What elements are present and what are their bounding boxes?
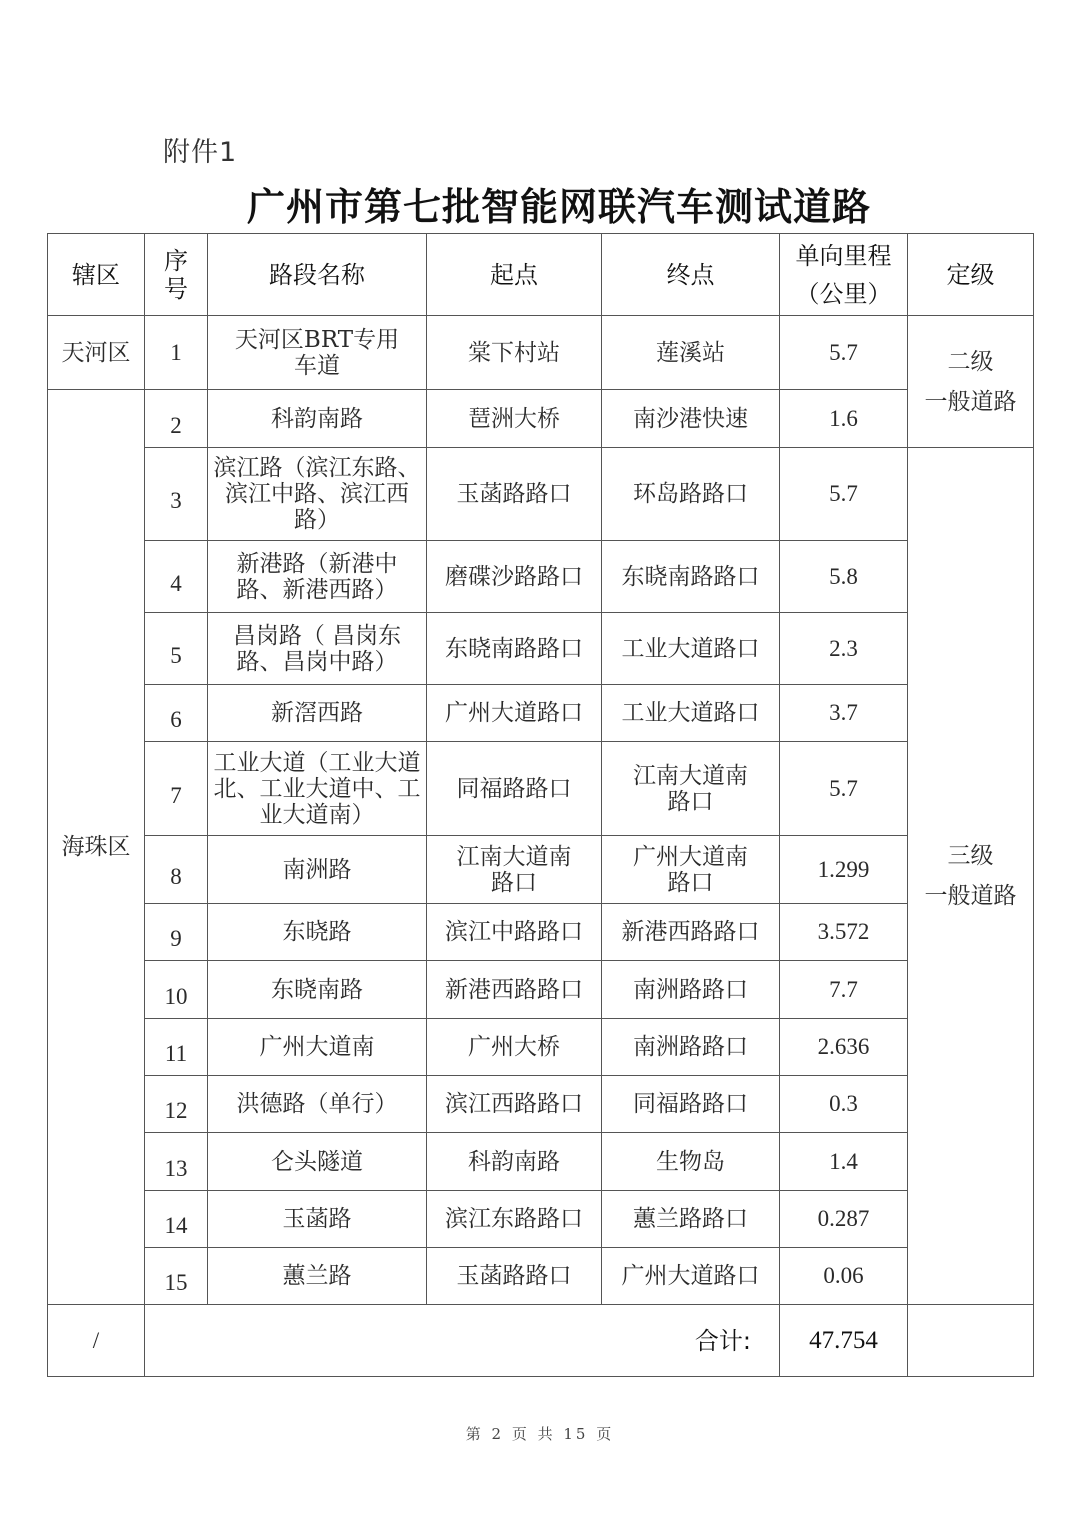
start-cell: 棠下村站 — [427, 316, 602, 390]
seq-cell: 7 — [145, 742, 208, 836]
length-cell: 3.572 — [780, 904, 908, 961]
seq-cell: 5 — [145, 613, 208, 685]
start-cell: 玉菡路路口 — [427, 448, 602, 541]
road-name-cell: 蕙兰路 — [208, 1248, 427, 1305]
length-cell: 2.3 — [780, 613, 908, 685]
length-cell: 2.636 — [780, 1019, 908, 1076]
header-seq: 序号 — [145, 234, 208, 316]
road-name-cell: 科韵南路 — [208, 390, 427, 448]
road-name-cell: 洪德路（单行） — [208, 1076, 427, 1133]
end-cell: 广州大道路口 — [602, 1248, 780, 1305]
table-row — [48, 836, 1034, 904]
table-row — [48, 742, 1034, 836]
road-name-cell: 南洲路 — [208, 836, 427, 904]
table-row — [48, 1133, 1034, 1191]
end-cell: 南洲路路口 — [602, 961, 780, 1019]
road-name-cell: 广州大道南 — [208, 1019, 427, 1076]
road-name-cell: 仑头隧道 — [208, 1133, 427, 1191]
length-cell: 0.06 — [780, 1248, 908, 1305]
length-cell: 5.7 — [780, 448, 908, 541]
start-cell: 琶洲大桥 — [427, 390, 602, 448]
seq-cell: 4 — [145, 541, 208, 613]
start-cell: 广州大道路口 — [427, 685, 602, 742]
start-cell: 玉菡路路口 — [427, 1248, 602, 1305]
total-row — [48, 1305, 1034, 1377]
end-cell: 环岛路路口 — [602, 448, 780, 541]
header-start: 起点 — [427, 234, 602, 316]
grade-cell: 二级 一般道路 — [908, 316, 1034, 448]
table-row — [48, 1191, 1034, 1248]
road-name-cell: 天河区BRT专用车道 — [208, 316, 427, 390]
total-district-cell: / — [48, 1305, 145, 1377]
seq-cell: 1 — [145, 316, 208, 390]
road-name-cell: 新滘西路 — [208, 685, 427, 742]
header-length: 单向里程 （公里） — [780, 234, 908, 316]
seq-cell: 2 — [145, 390, 208, 448]
end-cell: 南洲路路口 — [602, 1019, 780, 1076]
table-row — [48, 390, 1034, 448]
document-title: 广州市第七批智能网联汽车测试道路 — [246, 184, 871, 229]
start-cell: 江南大道南路口 — [427, 836, 602, 904]
table-row — [48, 904, 1034, 961]
district-cell: 海珠区 — [48, 390, 145, 1305]
table-header-row — [48, 234, 1034, 316]
start-cell: 滨江中路路口 — [427, 904, 602, 961]
road-name-cell: 玉菡路 — [208, 1191, 427, 1248]
seq-cell: 12 — [145, 1076, 208, 1133]
road-name-cell: 工业大道（工业大道北、工业大道中、工业大道南） — [208, 742, 427, 836]
test-roads-table — [47, 233, 1034, 1377]
end-cell: 莲溪站 — [602, 316, 780, 390]
end-cell: 蕙兰路路口 — [602, 1191, 780, 1248]
grade-cell: 三级 一般道路 — [908, 448, 1034, 1305]
header-grade: 定级 — [908, 234, 1034, 316]
length-cell: 0.3 — [780, 1076, 908, 1133]
length-cell: 7.7 — [780, 961, 908, 1019]
seq-cell: 13 — [145, 1133, 208, 1191]
table-row — [48, 1076, 1034, 1133]
start-cell: 滨江西路路口 — [427, 1076, 602, 1133]
table-row — [48, 685, 1034, 742]
length-cell: 0.287 — [780, 1191, 908, 1248]
end-cell: 广州大道南路口 — [602, 836, 780, 904]
road-name-cell: 昌岗路（ 昌岗东路、昌岗中路） — [208, 613, 427, 685]
length-cell: 5.7 — [780, 316, 908, 390]
seq-cell: 10 — [145, 961, 208, 1019]
start-cell: 磨碟沙路路口 — [427, 541, 602, 613]
table-row — [48, 316, 1034, 390]
attachment-label: 附件1 — [163, 137, 238, 168]
road-name-cell: 滨江路（滨江东路、滨江中路、滨江西路） — [208, 448, 427, 541]
length-cell: 3.7 — [780, 685, 908, 742]
length-cell: 5.8 — [780, 541, 908, 613]
road-name-cell: 东晓南路 — [208, 961, 427, 1019]
start-cell: 广州大桥 — [427, 1019, 602, 1076]
road-name-cell: 东晓路 — [208, 904, 427, 961]
end-cell: 工业大道路口 — [602, 613, 780, 685]
table-row — [48, 541, 1034, 613]
page-footer: 第 2 页 共 15 页 — [465, 1425, 615, 1443]
end-cell: 新港西路路口 — [602, 904, 780, 961]
seq-cell: 11 — [145, 1019, 208, 1076]
seq-cell: 9 — [145, 904, 208, 961]
table-row — [48, 613, 1034, 685]
start-cell: 东晓南路路口 — [427, 613, 602, 685]
end-cell: 江南大道南路口 — [602, 742, 780, 836]
header-district: 辖区 — [48, 234, 145, 316]
end-cell: 生物岛 — [602, 1133, 780, 1191]
end-cell: 东晓南路路口 — [602, 541, 780, 613]
seq-cell: 6 — [145, 685, 208, 742]
table-row — [48, 961, 1034, 1019]
table-row — [48, 1019, 1034, 1076]
table-row — [48, 1248, 1034, 1305]
end-cell: 工业大道路口 — [602, 685, 780, 742]
total-label: 合计: — [145, 1305, 780, 1377]
seq-cell: 14 — [145, 1191, 208, 1248]
length-cell: 1.4 — [780, 1133, 908, 1191]
district-cell: 天河区 — [48, 316, 145, 390]
start-cell: 科韵南路 — [427, 1133, 602, 1191]
header-road-name: 路段名称 — [208, 234, 427, 316]
start-cell: 同福路路口 — [427, 742, 602, 836]
seq-cell: 15 — [145, 1248, 208, 1305]
total-value: 47.754 — [780, 1305, 908, 1377]
table-row — [48, 448, 1034, 541]
start-cell: 新港西路路口 — [427, 961, 602, 1019]
total-grade-cell — [908, 1305, 1034, 1377]
end-cell: 同福路路口 — [602, 1076, 780, 1133]
end-cell: 南沙港快速 — [602, 390, 780, 448]
start-cell: 滨江东路路口 — [427, 1191, 602, 1248]
road-name-cell: 新港路（新港中路、新港西路） — [208, 541, 427, 613]
header-end: 终点 — [602, 234, 780, 316]
seq-cell: 8 — [145, 836, 208, 904]
seq-cell: 3 — [145, 448, 208, 541]
length-cell: 1.6 — [780, 390, 908, 448]
length-cell: 5.7 — [780, 742, 908, 836]
length-cell: 1.299 — [780, 836, 908, 904]
